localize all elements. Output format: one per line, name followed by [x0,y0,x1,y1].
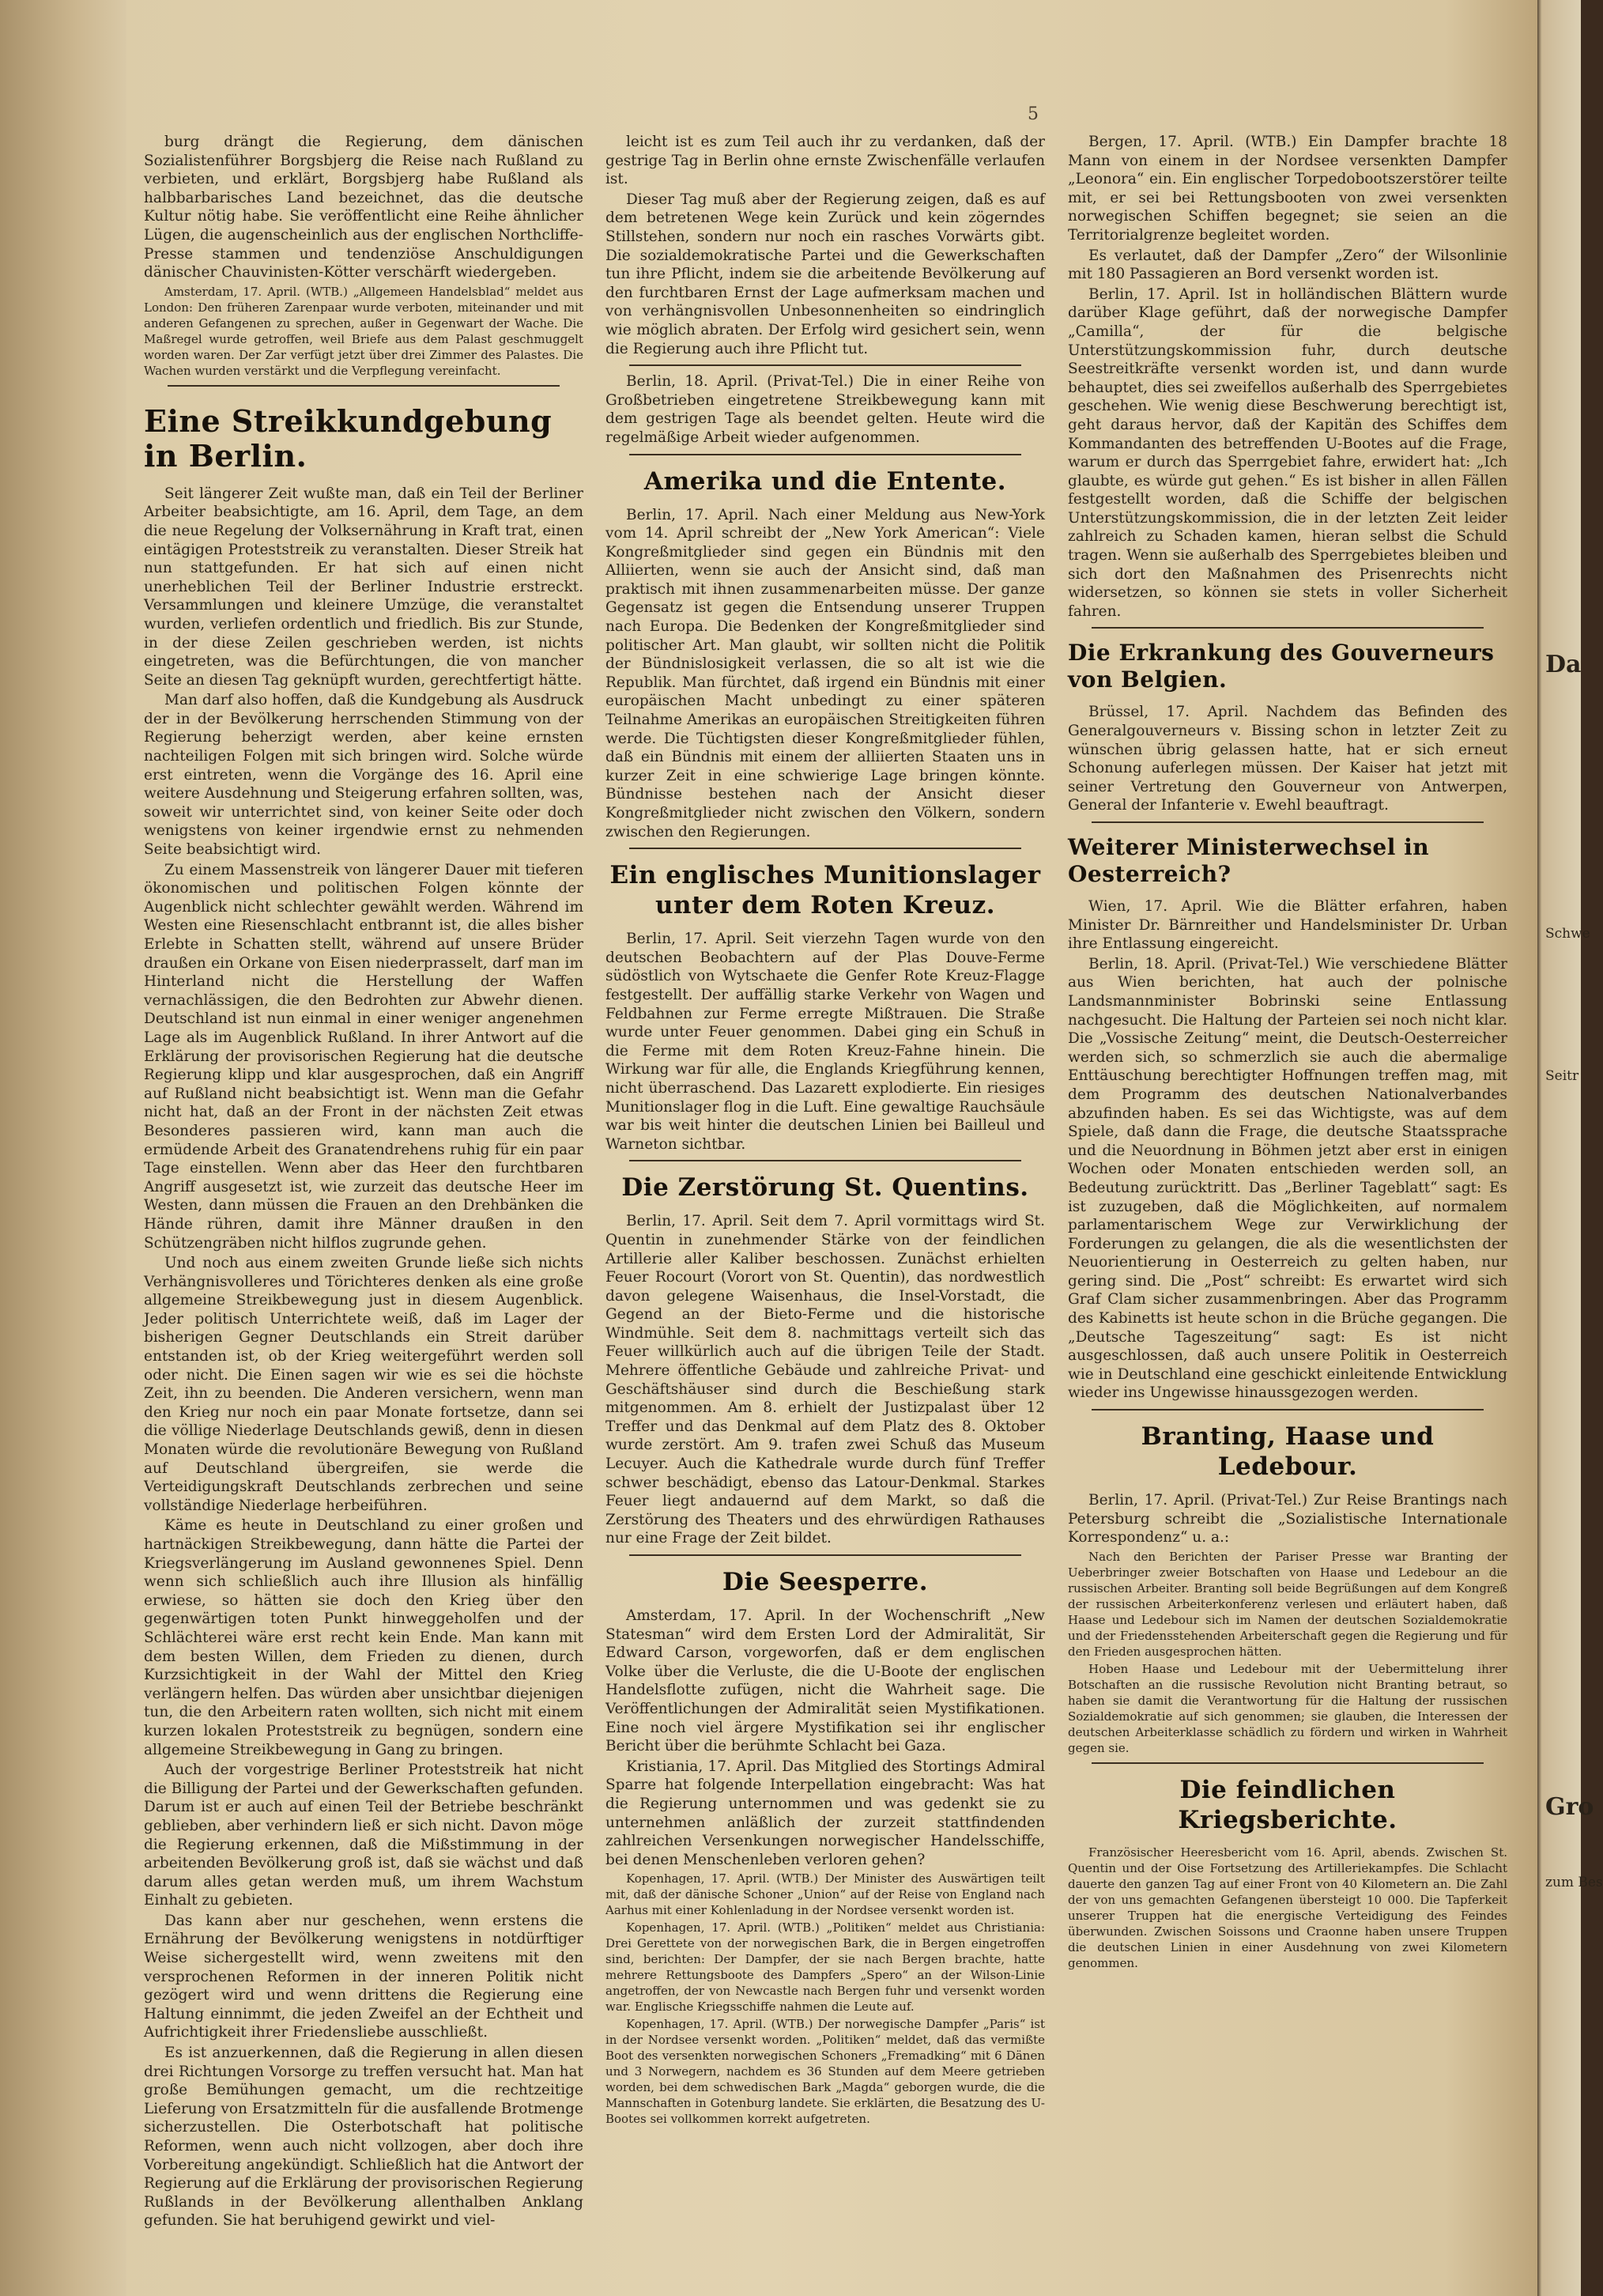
paragraph: Man darf also hoffen, daß die Kundgebung als Ausdruck der in der Bevölkerung herrschenden Stimmung von der Regierung beherzigt werden, aber keine ernsten nachteiligen Folgen mit sich bringen wird. Solche würde erst eintreten, wenn die Vorgänge des 16. April eine weitere Ausdehnung und Steigerung erfahren sollten, was, soweit wir unterrichtet sind, von keiner Seite oder doch wenigstens von keiner irgendwie ernst zu nehmenden Seite beabsichtigt wird. [144,692,583,859]
adjacent-fragment: zum Bes [1545,1875,1603,1890]
paragraph: Kristiania, 17. April. Das Mitglied des Stortings Admiral Sparre hat folgende Interpellation eingebracht: Was hat die Regierung unternommen und was gedenkt sie zu unternehmen anläßlich der zurzeit stattfindenden zahlreichen Versenkungen norwegischer Handelsschiffe, bei denen Menschenleben verloren gehen? [605,1758,1045,1868]
paragraph: Berlin, 17. April. Ist in holländischen Blättern wurde darüber Klage geführt, daß der norwegische Dampfer „Camilla“, der für die belgische Unterstützungskommission fuhr, durch deutsche Seestreitkräfte versenkt worden ist, und dann wurde behauptet, dies sei zweifellos außerhalb des Sperrgebietes geschehen. Wie wenig diese Beschwerung berechtigt ist, geht daraus hervor, daß der Kapitän des Schiffes dem Kommandanten des betreffenden U-Bootes auf die Frage, warum er durch das Sperrgebiet fahre, erwidert hat: „Ich glaubte, es würde gut gehen.“ Es ist bisher in allen Fällen festgestellt worden, daß die Schiffe der belgischen Unterstützungskommission, die in der letzten Zeit leider zahlreich zu Schaden kamen, hieran selbst die Schuld tragen. Wenn sie außerhalb des Sperrgebietes bleiben und sich dort den Maßnahmen des Prisenrechts nicht widersetzen, so können sie stets in voller Sicherheit fahren. [1068,285,1507,620]
paragraph: Berlin, 17. April. Seit dem 7. April vormittags wird St. Quentin in zunehmender Stärke von der feindlichen Artillerie aller Kaliber beschossen. Zunächst erhielten Feuer Rocourt (Vorort von St. Quentin), das nordwestlich davon gelegene Waisenhaus, die Insel-Vorstadt, die Gegend an der Bieto-Ferme und die historische Windmühle. Seit dem 8. nachmittags verteilt sich das Feuer willkürlich auch auf die übrigen Teile der Stadt. Mehrere öffentliche Gebäude und zahlreiche Privat- und Geschäftshäuser sind durch die Beschießung stark mitgenommen. Am 8. erhielt der Justizpalast über 12 Treffer und das Denkmal auf dem Platz des 8. Oktober wurde zerstört. Am 9. trafen zwei Schuß das Museum Lecuyer. Auch die Kathedrale wurde durch fünf Treffer schwer beschädigt, ebenso das Latour-Denkmal. Starkes Feuer liegt andauernd auf dem Markt, so daß die Zerstörung des Theaters und des ehrwürdigen Rathauses nur eine Frage der Zeit bildet. [605,1213,1045,1547]
col2-headline-st-quentin: Die Zerstörung St. Quentins. [621,1173,1029,1203]
col3-article-belgien [1068,703,1507,815]
page-spine-shadow [0,0,126,2296]
col3-headline-kriegsberichte: Die feindlichen Kriegsberichte. [1178,1775,1397,1834]
paragraph: Das kann aber nur geschehen, wenn erstens die Ernährung der Bevölkerung wenigstens in notdürftiger Weise sichergestellt wird, wenn zweitens mit den versprochenen Reformen in der inneren Politik nicht gezögert wird und wenn drittens die Regierung eine Haltung einnimmt, die jeden Zweifel an der Echtheit und Aufrichtigkeit ihrer Friedensliebe ausschließt. [144,1912,583,2041]
divider-rule [629,454,1021,455]
col3-headline-branting: Branting, Haase und Ledebour. [1141,1422,1435,1482]
col1-headline: Eine Streikkundgebung in Berlin. [144,402,553,474]
paragraph: Käme es heute in Deutschland zu einer großen und hartnäckigen Streikbewegung, dann hätte die Partei der Kriegsverlängerung im Ausland gewonnenes Spiel. Denn wenn sich schließlich auch ihre Illusion als hinfällig erwiese, so hätten sie doch den Krieg über den gegenwärtigen toten Punkt hinweggeholfen und der Schlächterei wäre erst recht kein Ende. Man kann mit dem besten Willen, dem Frieden zu dienen, durch Kurzsichtigkeit in der Wahl der Mittel den Krieg verlängern helfen. Das würden aber unsichtbar diejenigen tun, die den Arbeitern raten wollten, sich nicht mit einem kurzen lokalen Proteststreik zu begnügen, sondern eine allgemeine Streikbewegung in Gang zu bringen. [144,1517,583,1758]
col3-article-oesterreich [1068,897,1507,1403]
col3-headline-belgien: Die Erkrankung des Gouverneurs von Belgien. [1068,640,1495,693]
paragraph: Es verlautet, daß der Dampfer „Zero“ der Wilsonlinie mit 180 Passagieren an Bord versenkt worden ist. [1068,247,1507,283]
divider-rule [1092,1409,1484,1410]
col2-article-munitionslager [605,930,1045,1154]
paragraph: Berlin, 17. April. Seit vierzehn Tagen wurde von den deutschen Beobachtern auf der Plas Douve-Ferme südöstlich von Wytschaete die Genfer Rote Kreuz-Flagge festgestellt. Der auffällig starke Verkehr von Wagen und Feldbahnen zur Ferme erregte Mißtrauen. Die Straße wurde unter Feuer genommen. Dabei ging ein Schuß in die Ferme mit dem Roten Kreuz-Fahne hinein. Die Wirkung war für alle, die Englands Kriegführung kennen, nicht überraschend. Das Lazarett explodierte. Ein riesiges Munitionslager flog in die Luft. Eine gewaltige Rauchsäule war bis weit hinter die deutschen Linien bei Bailleul und Warneton sichtbar. [605,931,1045,1153]
divider-rule [168,385,560,387]
paragraph: Berlin, 17. April. Nach einer Meldung aus New-York vom 14. April schreibt der „New York American“: Viele Kongreßmitglieder sind gegen ein Bündnis mit den Alliierten, wenn sie auch der Ansicht sind, daß man praktisch mit ihnen zusammenarbeiten müsse. Der ganze Gegensatz ist gegen die Entsendung unserer Truppen nach Europa. Die Bedenken der Kongreßmitglieder sind politischer Art. Man glaubt, wir sollten nicht die Politik der Bündnislosigkeit verlassen, die so alt ist wie die Republik. Man fürchtet, daß irgend ein Bündnis mit einer europäischen Macht unbedingt zu einer späteren Teilnahme Amerikas an europäischen Streitigkeiten führen werde. Die Tüchtigsten dieser Kongreßmitglieder fühlen, daß ein Bündnis mit einem der alliierten Staaten uns in kurzer Zeit in eine schwierige Lage bringen könnte. Bündnisse bestehen nach der Ansicht dieser Kongreßmitglieder nicht zwischen den Völkern, sondern zwischen den Regierungen. [605,506,1045,840]
paragraph: Auch der vorgestrige Berliner Proteststreik hat nicht die Billigung der Partei und der Gewerkschaften gefunden. Darum ist er auch auf einen Teil der Betriebe beschränkt geblieben, aber verhindern ließ er sich nicht. Davon möge die Regierung erkennen, daß die Mißstimmung in der arbeitenden Bevölkerung groß ist, daß sie wächst und daß darum alles getan werden muß, um ihrem Wachstum Einhalt zu gebieten. [144,1762,583,1909]
paragraph: Und noch aus einem zweiten Grunde ließe sich nichts Verhängnisvolleres und Törichteres denken als eine große allgemeine Streikbewegung just in diesem Augenblick. Jeder politisch Unterrichtete weiß, daß im Lager der bisherigen Gegner Deutschlands ein Streit darüber entstanden ist, ob der Krieg weitergeführt werden soll oder nicht. Die Einen sagen wir wie es sei die höchste Zeit, ihn zu beenden. Die Anderen versichern, wenn man den Krieg nur noch ein paar Monate fortsetze, dann sei die völlige Niederlage Deutschlands gewiß, denn in diesen Monaten würde die revolutionäre Bewegung von Rußland auf Deutschland übergreifen, sie werde die Verteidigungskraft Deutschlands zerbrechen und seine vollständige Niederlage herbeiführen. [144,1255,583,1514]
divider-rule [629,1554,1021,1556]
paragraph: Kopenhagen, 17. April. (WTB.) „Politiken“ meldet aus Christiania: Drei Gerettete von der norwegischen Bark, die in Bergen eingetroffen sind, berichten: Der Dampfer, der sie nach Bergen brachte, hatte mehrere Rettungsboote des Dampfers „Spero“ an der Wilson-Linie angetroffen, der von Newcastle nach Bergen fuhr und versenkt worden war. Englische Kriegsschiffe nahmen die Leute auf. [605,1920,1045,2015]
col3-intro [1068,133,1507,621]
divider-rule [629,364,1021,366]
divider-rule [1092,821,1484,823]
divider-rule [629,1160,1021,1161]
paragraph: Amsterdam, 17. April. In der Wochenschrift „New Statesman“ wird dem Ersten Lord der Admiralität, Sir Edward Carson, vorgeworfen, daß er dem englischen Volke über die Verluste, die die U-Boote der englischen Handelsflotte zufügen, nicht die Wahrheit sage. Die Veröffentlichungen der Admiralität seien Mystifikationen. Eine noch viel ärgere Mystifikation sei ihr englischer Bericht über die berühmte Schlacht bei Gaza. [605,1607,1045,1755]
paragraph: Wien, 17. April. Wie die Blätter erfahren, haben Minister Dr. Bärnreither und Handelsminister Dr. Urban ihre Entlassung eingereicht. [1068,898,1507,953]
paragraph: Hoben Haase und Ledebour mit der Uebermittelung ihrer Botschaften an die russische Revolution nicht Branting betraut, so haben sie damit die Verantwortung für die Haltung der russischen Sozialdemokratie auf sich genommen; sie glauben, die Interessen der deutschen Arbeiterklasse schädlich zu fördern und wirken in Wahrheit gegen sie. [1068,1661,1507,1755]
paragraph: Dieser Tag muß aber der Regierung zeigen, daß es auf dem betretenen Wege kein Zurück und kein zögerndes Stillstehen, sondern nur noch ein rasches Vorwärts gibt. Die sozialdemokratische Partei und die Gewerkschaften tun ihre Pflicht, indem sie die arbeitende Bevölkerung auf den furchtbaren Ernst der Lage aufmerksam machen und von verhängnisvollen Unbesonnenheiten so eindringlich wie möglich abraten. Der Erfolg wird gesichert sein, wenn die Regierung auch ihre Pflicht tut. [605,191,1045,357]
adjacent-fragment: Schwe [1545,926,1590,942]
paragraph: Es ist anzuerkennen, daß die Regierung in allen diesen drei Richtungen Vorsorge zu treffen versucht hat. Man hat große Bemühungen gemacht, um die rechtzeitige Lieferung von Ersatzmitteln für die ausfallende Brotmenge sicherzustellen. Die Osterbotschaft hat politische Reformen, wenn auch nicht vollzogen, aber doch ihre Vorbereitung angekündigt. Schließlich hat die Antwort der Regierung auf die Erklärung der provisorischen Regierung Rußlands in der Bevölkerung allenthalben Anklang gefunden. Sie hat beruhigend gewirkt und viel- [144,2045,583,2230]
column-3 [1068,133,1507,1973]
divider-rule [1092,627,1484,629]
col2-headline-amerika: Amerika und die Entente. [643,466,1007,496]
paragraph: burg drängt die Regierung, dem dänischen Sozialistenführer Borgsbjerg die Reise nach Rußland zu verbieten, und erklärt, Borgsbjerg habe Rußland als halbbarbarisches Land bezeichnet, das die deutsche Kultur nötig habe. Sie veröffentlicht eine Reihe ähnlicher Lügen, die augenscheinlich aus der englischen Northcliffe-Presse stammen und tendenziöse Anschuldigungen dänischer Chauvinisten-Kötter verschärft wiedergeben. [144,134,583,281]
paragraph: Seit längerer Zeit wußte man, daß ein Teil der Berliner Arbeiter beabsichtigte, am 16. April, dem Tage, an dem die neue Regelung der Volksernährung in Kraft trat, einen eintägigen Proteststreik zu veranstalten. Dieser Streik hat nun stattgefunden. Er hat sich auf einen nicht unerheblichen Teil der Berliner Industrie erstreckt. Versammlungen und kleinere Umzüge, die veranstaltet wurden, verliefen ordentlich und friedlich. Bis zur Stunde, in der diese Zeilen geschrieben werden, ist nichts eingetreten, was die Befürchtungen, die von mancher Seite an diesen Tag geknüpft wurden, gerechtfertigt hätte. [144,485,583,689]
divider-rule [1092,1762,1484,1764]
col1-article-body [144,485,583,2230]
col2-berlin-notice: Berlin, 18. April. (Privat-Tel.) Die in einer Reihe von Großbetrieben eingetretene Streikbewegung kann mit dem gestrigen Tage als beendet gelten. Heute wird die regelmäßige Arbeit wieder aufgenommen. [605,373,1045,446]
column-2 [605,133,1045,2128]
paragraph: Zu einem Massenstreik von längerer Dauer mit tieferen ökonomischen und politischen Folgen könnte der Augenblick nicht schlechter gewählt werden. Während im Westen eine Riesenschlacht entbrannt ist, die alles bisher Erlebte in Schatten stellt, während auf unsere Brüder draußen ein Orkane von Eisen niederprasselt, darf man im Hinterland nicht die Herstellung der Waffen vernachlässigen, die den Bedrohten zur Abwehr dienen. Deutschland ist nun einmal in einer weniger angenehmen Lage als im Augenblick Rußland. In ihrer Antwort auf die Erklärung der provisorischen Regierung hat die deutsche Regierung klipp und klar ausgesprochen, daß ein Angriff auf Rußland nicht beabsichtigt ist. Wenn man die Gefahr nicht hat, daß an der Front in der nächsten Zeit etwas Besonderes passieren wird, kann man auch die ermüdende Arbeit des Granatendrehens ruhig für ein paar Tage einstellen. Wenn aber das Heer den furchtbaren Angriff ausgesetzt ist, wie zurzeit das deutsche Heer im Westen, dann müssen die Frauen an den Drehbänken die Hände rühren, damit ihre Männer draußen in den Schützengräben nicht hilflos zugrunde gehen. [144,861,583,1252]
paragraph: Bergen, 17. April. (WTB.) Ein Dampfer brachte 18 Mann von einem in der Nordsee versenkten Dampfer „Leonora“ ein. Ein englischer Torpedobootszerstörer teilte mit, er sei bei Rettungsbooten von zwei versenkten norwegischen Schiffen begegnet; sie seien an die Territorialgrenze begleitet worden. [1068,134,1507,244]
paragraph: Kopenhagen, 17. April. (WTB.) Der Minister des Auswärtigen teilt mit, daß der dänische Schoner „Union“ auf der Reise von England nach Aarhus mit einer Kohlenladung in der Nordsee versenkt worden ist. [605,1871,1045,1918]
paragraph: Französischer Heeresbericht vom 16. April, abends. Zwischen St. Quentin und der Oise Fortsetzung des Artilleriekampfes. Die Schlacht dauerte den ganzen Tag auf einer Front von 40 Kilometern an. Die Zahl der von uns gemachten Gefangenen übersteigt 10 000. Die Tapferkeit unserer Truppen hat die energische Verteidigung des Feindes überwunden. Zwischen Soissons und Craonne haben unsere Truppen die deutschen Linien in einer Ausdehnung von zwei Kilometern genommen. [1068,1845,1507,1970]
paragraph: Berlin, 17. April. (Privat-Tel.) Zur Reise Brantings nach Petersburg schreibt die „Sozialistische Internationale Korrespondenz“ u. a.: [1068,1492,1507,1546]
col2-headline-seesperre: Die Seesperre. [722,1568,929,1596]
paragraph: Berlin, 18. April. (Privat-Tel.) Wie verschiedene Blätter aus Wien berichten, hat auch der polnische Landsmannminister Bobrinski seine Entlassung nachgesucht. Die Haltung der Parteien sei noch nicht klar. Die „Vossische Zeitung“ meint, die Deutsch-Oesterreicher werden sich, so schmerzlich sie auch die abermalige Enttäuschung berechtigter Hoffnungen treffen mag, mit dem Programm des deutschen Nationalverbandes abzufinden haben. Es sei das Wichtigste, was auf dem Spiele, daß dann die Frage, die deutsche Staatssprache und die Neuordnung in Böhmen jetzt aber erst in einigen Wochen oder Monaten entschieden werden soll, an Bedeutung zurücktritt. Das „Berliner Tageblatt“ sagt: Es ist zuzugeben, daß die Möglichkeiten, auf normalem parlamentarischem Wege zur Verwirklichung der Forderungen zu gelangen, die als die wesentlichsten der Neuorientierung in Oesterreich zu gelten haben, nur gering sind. Die „Post“ schreibt: Es erwartet wird sich Graf Clam sicher zusammenbringen. Aber das Programm des Kabinetts ist heute schon in die Brüche gegangen. Die „Deutsche Tageszeitung“ sagt: Es ist nicht ausgeschlossen, daß auch unsere Politik in Oesterreich wie in Deutschland eine geschickt einleitende Entwicklung wieder ins Ungewisse hinaussgezogen werden. [1068,955,1507,1402]
paragraph: Kopenhagen, 17. April. (WTB.) Der norwegische Dampfer „Paris“ ist in der Nordsee versenkt worden. „Politiken“ meldet, daß das vermißte Boot des versenkten norwegischen Schoners „Fremadking“ mit 6 Dänen und 3 Norwegern, nachdem es 36 Stunden auf dem Meere getrieben worden, bei dem schwedischen Bark „Magda“ geborgen wurde, die die Mannschaften in Gotenburg landete. Sie erklärten, die Besatzung des U-Bootes sei vollkommen korrekt aufgetreten. [605,2017,1045,2127]
column-1 [144,133,583,2232]
paragraph: Nach den Berichten der Pariser Presse war Branting der Ueberbringer zweier Botschaften von Haase und Ledebour an die russischen Arbeiter. Branting soll beide Begrüßungen auf dem Kongreß der russischen Arbeiterkonferenz verlesen und erläutert haben, daß Haase und Ledebour sich im Namen der deutschen Sozialdemokratie und der Friedensstehenden Arbeiterschaft gegen die Regierung und für den Frieden ausgesprochen hätten. [1068,1549,1507,1659]
divider-rule [629,848,1021,849]
adjacent-page-edge [1537,0,1603,2296]
adjacent-fragment: Gro [1545,1793,1594,1821]
col3-article-branting [1068,1491,1507,1756]
col2-article-amerika [605,506,1045,842]
col2-article-seesperre [605,1607,1045,2127]
col2-article-st-quentin [605,1212,1045,1548]
adjacent-fragment: Seitr [1545,1068,1579,1084]
page-number: 5 [1028,104,1039,124]
col2-intro [605,133,1045,358]
adjacent-fragment: Da [1545,651,1582,678]
col3-article-kriegsberichte [1068,1845,1507,1971]
paragraph: leicht ist es zum Teil auch ihr zu verdanken, daß der gestrige Tag in Berlin ohne ernste Zwischenfälle verlaufen ist. [605,134,1045,188]
col3-headline-oesterreich: Weiterer Ministerwechsel in Oesterreich? [1068,834,1430,887]
col1-intro [144,133,583,282]
paragraph: Brüssel, 17. April. Nachdem das Befinden des Generalgouverneurs v. Bissing schon in letzter Zeit zu wünschen übrig gelassen hatte, hat er sich erneut Schonung auferlegen müssen. Der Kaiser hat jetzt mit seiner Vertretung den Gouverneur von Antwerpen, General der Infanterie v. Ewehl beauftragt. [1068,704,1507,814]
col2-headline-munitionslager: Ein englisches Munitionslager unter dem Roten Kreuz. [609,861,1041,920]
col1-small-notice: Amsterdam, 17. April. (WTB.) „Allgemeen Handelsblad“ meldet aus London: Den früheren Zarenpaar wurde verboten, miteinander und mit anderen Gefangenen zu sprechen, außer in Gegenwart der Wache. Die Maßregel wurde getroffen, weil Briefe aus dem Palast geschmuggelt worden waren. Der Zar verfügt jetzt über drei Zimmer des Palastes. Die Wachen wurden verstärkt und die Verpflegung vereinfacht. [144,284,583,378]
